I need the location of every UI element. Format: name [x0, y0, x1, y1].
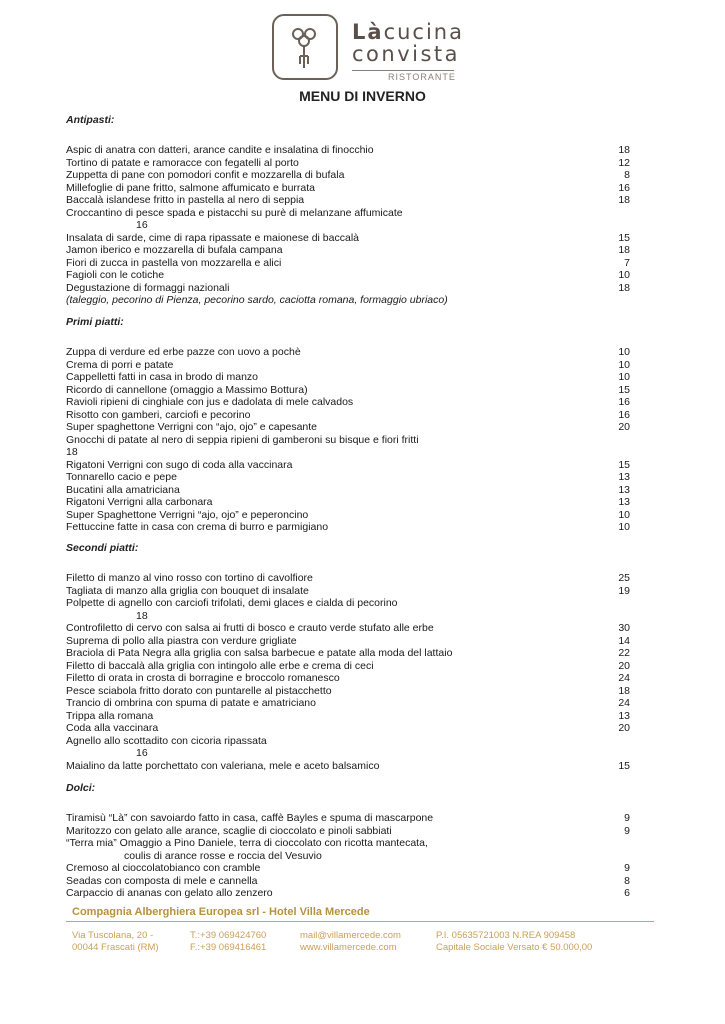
- menu-item: [66, 409, 646, 422]
- menu-item: [66, 875, 646, 888]
- menu-item: [66, 157, 646, 170]
- menu-item: [66, 635, 646, 648]
- menu-item: [66, 862, 646, 875]
- menu-section: [66, 782, 646, 900]
- menu-item-price: 16: [618, 396, 630, 408]
- menu-item: [66, 647, 646, 660]
- menu-item: [66, 672, 646, 685]
- menu-item: [66, 269, 646, 282]
- menu-item-price: 18: [618, 244, 630, 256]
- menu-item: [66, 735, 646, 748]
- menu-item-price: 8: [624, 169, 630, 181]
- menu-item-name: (taleggio, pecorino di Pienza, pecorino sardo, caciotta romana, formaggio ubriaco): [66, 294, 448, 306]
- menu-item-name: Millefoglie di pane fritto, salmone affumicato e burrata: [66, 181, 316, 194]
- menu-item-name: Pesce sciabola fritto dorato con puntarelle al pistacchetto: [66, 684, 332, 697]
- footer-tel: T.:+39 069424760: [190, 930, 267, 941]
- menu-item-name: Controfiletto di cervo con salsa ai frutti di bosco e crauto verde stufato alle erbe: [66, 622, 434, 634]
- brand-divider: [352, 70, 454, 71]
- menu-item-name: Jamon iberico e mozzarella di bufala campana: [66, 244, 283, 256]
- menu-item: [66, 812, 646, 825]
- menu-item-name: Trippa alla romana: [66, 709, 154, 722]
- menu-item: [66, 837, 646, 850]
- menu-item-name: Suprema di pollo alla piastra con verdure grigliate: [66, 634, 297, 647]
- menu-item-price: 9: [624, 824, 630, 837]
- menu-section: [66, 542, 646, 772]
- menu-item: [66, 359, 646, 372]
- menu-item-name: Polpette di agnello con carciofi trifolati, demi glaces e cialda di pecorino: [66, 597, 398, 609]
- footer-capital: Capitale Sociale Versato € 50.000,00: [436, 941, 593, 953]
- menu-item: [66, 597, 646, 610]
- menu-item: [66, 207, 646, 220]
- footer-company: Compagnia Alberghiera Europea srl - Hotel Villa Mercede: [72, 906, 370, 918]
- menu-item: [66, 572, 646, 585]
- brand-subtitle: RISTORANTE: [388, 72, 456, 82]
- logo: [272, 14, 462, 84]
- menu-item-name: Rigatoni Verrigni alla carbonara: [66, 496, 213, 508]
- menu-item: [66, 346, 646, 359]
- menu-item: [66, 887, 646, 900]
- logo-emblem: [272, 14, 338, 80]
- menu-item-price: 13: [618, 709, 630, 722]
- menu-item-name: Baccalà islandese fritto in pastella al nero di seppia: [66, 194, 305, 206]
- menu-item-price: 10: [618, 269, 630, 281]
- menu-item-price: 16: [136, 747, 148, 759]
- menu-item-name: Zuppa di verdure ed erbe pazze con uovo a pochè: [66, 346, 301, 358]
- menu-item: [66, 282, 646, 295]
- menu-item-name: Ravioli ripieni di cinghiale con jus e dadolata di mele calvados: [66, 396, 354, 408]
- key-fork-icon: [288, 26, 322, 70]
- menu-item: [66, 421, 646, 434]
- menu-item: [66, 521, 646, 534]
- menu-item: [66, 622, 646, 635]
- section-title: Dolci:: [66, 782, 96, 794]
- menu-item: [66, 660, 646, 673]
- footer-vat: P.I. 05635721003 N.REA 909458: [436, 930, 576, 941]
- menu-item: [66, 471, 646, 484]
- menu-item-price: 18: [618, 194, 630, 206]
- menu-item-name: Super spaghettone Verrigni con “ajo, ojo” e capesante: [66, 421, 318, 433]
- menu-item: [66, 697, 646, 710]
- menu-item: [66, 710, 646, 723]
- footer-fax: F.:+39 069416461: [190, 941, 267, 953]
- menu-item-price: 10: [618, 346, 630, 358]
- menu-item: [66, 244, 646, 257]
- menu-item-name: Tortino di patate e ramoracce con fegatelli al porto: [66, 156, 299, 169]
- footer-phones: [190, 930, 266, 953]
- menu-item-name: Fiori di zucca in pastella von mozzarella e alici: [66, 256, 282, 269]
- menu-item-name: Filetto di orata in crosta di borragine e broccolo romanesco: [66, 672, 340, 684]
- menu-item-name: Braciola di Pata Negra alla griglia con salsa barbecue e patate alla moda del lattaio: [66, 647, 453, 659]
- menu-item-price: 8: [624, 874, 630, 887]
- menu-item-price: 15: [618, 759, 630, 772]
- footer-address: [72, 930, 159, 953]
- menu-item: [66, 722, 646, 735]
- footer-divider: [66, 921, 654, 922]
- menu-item-name: Tonnarello cacio e pepe: [66, 471, 177, 483]
- menu-item-price: 20: [618, 659, 630, 672]
- footer-address-line2: 00044 Frascati (RM): [72, 941, 159, 953]
- menu-item-name: Carpaccio di ananas con gelato allo zenzero: [66, 887, 273, 899]
- menu-item-price: 13: [618, 496, 630, 508]
- menu-item-price: 18: [618, 281, 630, 294]
- menu-item-name: Seadas con composta di mele e cannella: [66, 874, 258, 887]
- menu-item-price: 10: [618, 508, 630, 521]
- menu-item-name: coulis di arance rosse e roccia del Vesuvio: [124, 849, 322, 862]
- menu-item: [66, 585, 646, 598]
- menu-item: [66, 257, 646, 270]
- menu-section: [66, 316, 646, 534]
- menu-item-price: 25: [618, 572, 630, 584]
- menu-item-price: 15: [618, 231, 630, 244]
- menu-item-price: 20: [618, 421, 630, 433]
- menu-item: [66, 685, 646, 698]
- menu-item-name: “Terra mia” Omaggio a Pino Daniele, terra di cioccolato con ricotta mantecata,: [66, 837, 428, 849]
- menu-item-price: 18: [618, 144, 630, 156]
- menu-item-price: 16: [618, 408, 630, 421]
- menu-item: [66, 144, 646, 157]
- menu-item-price: 18: [618, 684, 630, 697]
- menu-item: [66, 760, 646, 773]
- menu-item-name: Degustazione di formaggi nazionali: [66, 281, 230, 294]
- menu-item-price: 14: [618, 634, 630, 647]
- page-title: MENU DI INVERNO: [299, 88, 426, 104]
- menu-item-price: 9: [624, 862, 630, 874]
- menu-section: [66, 114, 646, 307]
- menu-item-price: 7: [624, 256, 630, 269]
- footer-address-line1: Via Tuscolana, 20 -: [72, 930, 154, 941]
- brand-name-line2: convista: [352, 42, 461, 66]
- menu-item-name: Fettuccine fatte in casa con crema di burro e parmigiano: [66, 521, 329, 533]
- menu-item: [66, 850, 646, 863]
- menu-item: [66, 484, 646, 497]
- menu-item: [66, 459, 646, 472]
- menu-item-name: Filetto di baccalà alla griglia con intingolo alle erbe e crema di ceci: [66, 659, 374, 672]
- menu-item-price: 15: [618, 383, 630, 396]
- section-title: Secondi piatti:: [66, 542, 139, 554]
- menu-item-price: 24: [618, 672, 630, 684]
- menu-item-name: Cremoso al cioccolatobianco con cramble: [66, 862, 261, 874]
- menu-item-price: 16: [136, 219, 148, 231]
- menu-item: [66, 182, 646, 195]
- menu-item: [66, 434, 646, 447]
- menu-item-price: 18: [136, 609, 148, 622]
- menu-item-name: Filetto di manzo al vino rosso con tortino di cavolfiore: [66, 572, 313, 584]
- menu-item-price: 10: [618, 521, 630, 533]
- menu-item-name: Super Spaghettone Verrigni “ajo, ojo” e peperoncino: [66, 508, 309, 521]
- menu-item-name: Maritozzo con gelato alle arance, scaglie di cioccolato e pinoli sabbiati: [66, 824, 392, 837]
- menu-item-price: 19: [618, 584, 630, 597]
- menu-item: [66, 232, 646, 245]
- menu-item-name: Tagliata di manzo alla griglia con bouquet di insalate: [66, 584, 309, 597]
- menu-item-price: 9: [624, 812, 630, 824]
- menu-item-name: Agnello allo scottadito con cicoria ripassata: [66, 734, 267, 747]
- menu-item: [66, 825, 646, 838]
- menu-item: [66, 169, 646, 182]
- menu-item-price: 6: [624, 887, 630, 899]
- menu-item-name: Rigatoni Verrigni con sugo di coda alla vaccinara: [66, 458, 293, 471]
- menu-item-price: 10: [618, 358, 630, 371]
- menu-item-price: 18: [66, 446, 78, 458]
- footer-contacts: [300, 930, 401, 953]
- menu-item-name: Gnocchi di patate al nero di seppia ripieni di gamberoni su bisque e fiori fritti: [66, 433, 419, 446]
- brand-name-line1: Làcucina: [352, 20, 464, 44]
- menu-item-price: 24: [618, 697, 630, 709]
- menu-item: [66, 396, 646, 409]
- menu-item-name: Ricordo di cannellone (omaggio a Massimo Bottura): [66, 383, 308, 396]
- menu-item-price: 30: [618, 622, 630, 634]
- footer-email-link[interactable]: mail@villamercede.com: [300, 930, 401, 941]
- section-title: Antipasti:: [66, 114, 115, 126]
- menu-item: [66, 509, 646, 522]
- footer-website-link[interactable]: www.villamercede.com: [300, 941, 397, 953]
- menu-item-price: 15: [618, 458, 630, 471]
- section-title: Primi piatti:: [66, 316, 124, 328]
- menu-item: [66, 384, 646, 397]
- menu-item-name: Maialino da latte porchettato con valeriana, mele e aceto balsamico: [66, 759, 380, 772]
- menu-item-price: 12: [618, 156, 630, 169]
- menu-item-name: Trancio di ombrina con spuma di patate e amatriciano: [66, 697, 316, 709]
- menu-item-name: Tiramisù “Là” con savoiardo fatto in casa, caffè Bayles e spuma di mascarpone: [66, 812, 434, 824]
- menu-item: [66, 371, 646, 384]
- menu-item-name: Coda alla vaccinara: [66, 722, 159, 734]
- menu-item-price: 22: [618, 647, 630, 659]
- menu-item-price: 20: [618, 722, 630, 734]
- menu-item-name: Cappelletti fatti in casa in brodo di manzo: [66, 371, 259, 383]
- menu-item-price: 10: [618, 371, 630, 383]
- menu-item: [66, 194, 646, 207]
- menu-item-name: Zuppetta di pane con pomodori confit e mozzarella di bufala: [66, 169, 345, 181]
- menu-item-price: 16: [618, 181, 630, 194]
- footer-legal: [436, 930, 592, 953]
- menu-item-name: Insalata di sarde, cime di rapa ripassate e maionese di baccalà: [66, 231, 359, 244]
- menu-item: [66, 294, 646, 307]
- menu-item: [66, 496, 646, 509]
- menu-item-name: Bucatini alla amatriciana: [66, 483, 180, 496]
- menu-item-price: 13: [618, 483, 630, 496]
- menu-item-name: Risotto con gamberi, carciofi e pecorino: [66, 408, 251, 421]
- menu-item-name: Fagioli con le cotiche: [66, 269, 165, 281]
- menu-item-name: Aspic di anatra con datteri, arance candite e insalatina di finocchio: [66, 144, 374, 156]
- menu-item-price: 13: [618, 471, 630, 483]
- menu-item-name: Croccantino di pesce spada e pistacchi su purè di melanzane affumicate: [66, 206, 403, 219]
- menu-item-name: Crema di porri e patate: [66, 358, 174, 371]
